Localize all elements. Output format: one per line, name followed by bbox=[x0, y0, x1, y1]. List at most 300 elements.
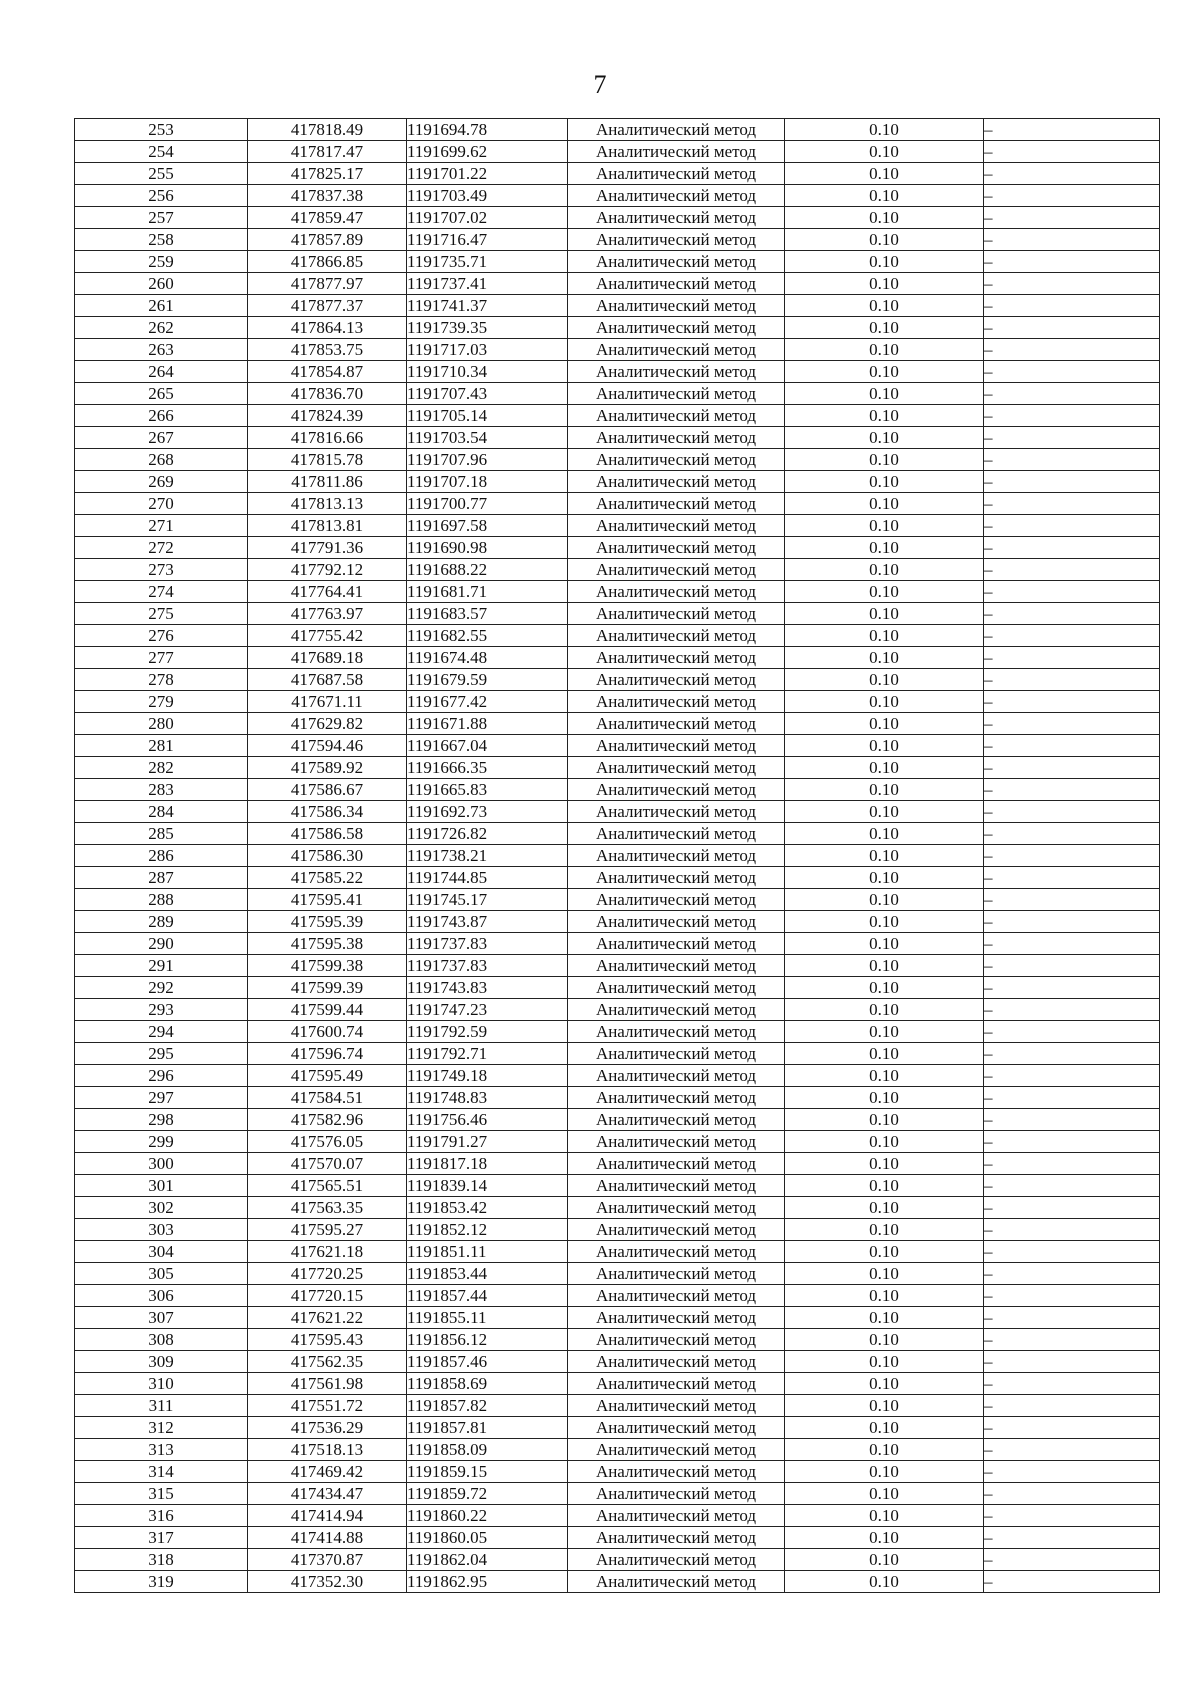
point-number-cell: 319 bbox=[75, 1571, 248, 1593]
point-number-cell: 292 bbox=[75, 977, 248, 999]
table-row bbox=[75, 823, 1160, 845]
point-number-cell: 255 bbox=[75, 163, 248, 185]
x-coordinate-cell: 417813.13 bbox=[248, 493, 407, 515]
point-number-cell: 298 bbox=[75, 1109, 248, 1131]
method-cell: Аналитический метод bbox=[568, 251, 785, 273]
table-row bbox=[75, 1527, 1160, 1549]
precision-cell: 0.10 bbox=[785, 559, 984, 581]
precision-cell: 0.10 bbox=[785, 163, 984, 185]
x-coordinate-cell: 417825.17 bbox=[248, 163, 407, 185]
x-coordinate-cell: 417584.51 bbox=[248, 1087, 407, 1109]
table-row bbox=[75, 251, 1160, 273]
precision-cell: 0.10 bbox=[785, 427, 984, 449]
precision-cell: 0.10 bbox=[785, 757, 984, 779]
method-cell: Аналитический метод bbox=[568, 515, 785, 537]
table-row bbox=[75, 581, 1160, 603]
point-number-cell: 316 bbox=[75, 1505, 248, 1527]
x-coordinate-cell: 417586.34 bbox=[248, 801, 407, 823]
precision-cell: 0.10 bbox=[785, 1109, 984, 1131]
point-number-cell: 269 bbox=[75, 471, 248, 493]
y-coordinate-cell: 1191674.48 bbox=[407, 647, 568, 669]
point-number-cell: 253 bbox=[75, 119, 248, 141]
table-row bbox=[75, 537, 1160, 559]
x-coordinate-cell: 417595.43 bbox=[248, 1329, 407, 1351]
table-row bbox=[75, 1549, 1160, 1571]
precision-cell: 0.10 bbox=[785, 1087, 984, 1109]
precision-cell: 0.10 bbox=[785, 361, 984, 383]
y-coordinate-cell: 1191857.46 bbox=[407, 1351, 568, 1373]
table-row bbox=[75, 229, 1160, 251]
point-number-cell: 262 bbox=[75, 317, 248, 339]
method-cell: Аналитический метод bbox=[568, 1549, 785, 1571]
precision-cell: 0.10 bbox=[785, 273, 984, 295]
precision-cell: 0.10 bbox=[785, 1439, 984, 1461]
precision-cell: 0.10 bbox=[785, 1417, 984, 1439]
description-cell: – bbox=[984, 1483, 1160, 1505]
y-coordinate-cell: 1191667.04 bbox=[407, 735, 568, 757]
x-coordinate-cell: 417859.47 bbox=[248, 207, 407, 229]
method-cell: Аналитический метод bbox=[568, 603, 785, 625]
precision-cell: 0.10 bbox=[785, 251, 984, 273]
table-row bbox=[75, 383, 1160, 405]
method-cell: Аналитический метод bbox=[568, 867, 785, 889]
x-coordinate-cell: 417817.47 bbox=[248, 141, 407, 163]
method-cell: Аналитический метод bbox=[568, 141, 785, 163]
description-cell: – bbox=[984, 757, 1160, 779]
x-coordinate-cell: 417877.37 bbox=[248, 295, 407, 317]
description-cell: – bbox=[984, 1065, 1160, 1087]
point-number-cell: 294 bbox=[75, 1021, 248, 1043]
y-coordinate-cell: 1191700.77 bbox=[407, 493, 568, 515]
precision-cell: 0.10 bbox=[785, 977, 984, 999]
description-cell: – bbox=[984, 1307, 1160, 1329]
table-row bbox=[75, 1153, 1160, 1175]
point-number-cell: 258 bbox=[75, 229, 248, 251]
y-coordinate-cell: 1191858.69 bbox=[407, 1373, 568, 1395]
table-row bbox=[75, 1087, 1160, 1109]
point-number-cell: 302 bbox=[75, 1197, 248, 1219]
point-number-cell: 309 bbox=[75, 1351, 248, 1373]
point-number-cell: 265 bbox=[75, 383, 248, 405]
method-cell: Аналитический метод bbox=[568, 1439, 785, 1461]
precision-cell: 0.10 bbox=[785, 185, 984, 207]
table-row bbox=[75, 1131, 1160, 1153]
y-coordinate-cell: 1191705.14 bbox=[407, 405, 568, 427]
y-coordinate-cell: 1191707.96 bbox=[407, 449, 568, 471]
description-cell: – bbox=[984, 1021, 1160, 1043]
precision-cell: 0.10 bbox=[785, 1351, 984, 1373]
table-row bbox=[75, 361, 1160, 383]
point-number-cell: 296 bbox=[75, 1065, 248, 1087]
method-cell: Аналитический метод bbox=[568, 801, 785, 823]
description-cell: – bbox=[984, 1439, 1160, 1461]
point-number-cell: 283 bbox=[75, 779, 248, 801]
method-cell: Аналитический метод bbox=[568, 1461, 785, 1483]
y-coordinate-cell: 1191858.09 bbox=[407, 1439, 568, 1461]
x-coordinate-cell: 417562.35 bbox=[248, 1351, 407, 1373]
table-row bbox=[75, 1263, 1160, 1285]
x-coordinate-cell: 417755.42 bbox=[248, 625, 407, 647]
point-number-cell: 301 bbox=[75, 1175, 248, 1197]
precision-cell: 0.10 bbox=[785, 625, 984, 647]
method-cell: Аналитический метод bbox=[568, 1373, 785, 1395]
description-cell: – bbox=[984, 229, 1160, 251]
y-coordinate-cell: 1191862.04 bbox=[407, 1549, 568, 1571]
x-coordinate-cell: 417621.18 bbox=[248, 1241, 407, 1263]
precision-cell: 0.10 bbox=[785, 581, 984, 603]
method-cell: Аналитический метод bbox=[568, 625, 785, 647]
precision-cell: 0.10 bbox=[785, 867, 984, 889]
table-row bbox=[75, 1439, 1160, 1461]
method-cell: Аналитический метод bbox=[568, 823, 785, 845]
y-coordinate-cell: 1191699.62 bbox=[407, 141, 568, 163]
point-number-cell: 293 bbox=[75, 999, 248, 1021]
x-coordinate-cell: 417414.94 bbox=[248, 1505, 407, 1527]
description-cell: – bbox=[984, 713, 1160, 735]
description-cell: – bbox=[984, 559, 1160, 581]
point-number-cell: 275 bbox=[75, 603, 248, 625]
y-coordinate-cell: 1191710.34 bbox=[407, 361, 568, 383]
point-number-cell: 291 bbox=[75, 955, 248, 977]
x-coordinate-cell: 417764.41 bbox=[248, 581, 407, 603]
description-cell: – bbox=[984, 1571, 1160, 1593]
description-cell: – bbox=[984, 581, 1160, 603]
y-coordinate-cell: 1191857.44 bbox=[407, 1285, 568, 1307]
x-coordinate-cell: 417791.36 bbox=[248, 537, 407, 559]
table-row bbox=[75, 1197, 1160, 1219]
x-coordinate-cell: 417551.72 bbox=[248, 1395, 407, 1417]
x-coordinate-cell: 417621.22 bbox=[248, 1307, 407, 1329]
method-cell: Аналитический метод bbox=[568, 317, 785, 339]
method-cell: Аналитический метод bbox=[568, 471, 785, 493]
description-cell: – bbox=[984, 251, 1160, 273]
description-cell: – bbox=[984, 119, 1160, 141]
method-cell: Аналитический метод bbox=[568, 229, 785, 251]
description-cell: – bbox=[984, 185, 1160, 207]
precision-cell: 0.10 bbox=[785, 295, 984, 317]
y-coordinate-cell: 1191857.81 bbox=[407, 1417, 568, 1439]
x-coordinate-cell: 417595.27 bbox=[248, 1219, 407, 1241]
precision-cell: 0.10 bbox=[785, 1329, 984, 1351]
description-cell: – bbox=[984, 273, 1160, 295]
description-cell: – bbox=[984, 1285, 1160, 1307]
x-coordinate-cell: 417689.18 bbox=[248, 647, 407, 669]
method-cell: Аналитический метод bbox=[568, 1197, 785, 1219]
description-cell: – bbox=[984, 1549, 1160, 1571]
y-coordinate-cell: 1191726.82 bbox=[407, 823, 568, 845]
method-cell: Аналитический метод bbox=[568, 295, 785, 317]
precision-cell: 0.10 bbox=[785, 1241, 984, 1263]
point-number-cell: 273 bbox=[75, 559, 248, 581]
table-row bbox=[75, 1241, 1160, 1263]
y-coordinate-cell: 1191741.37 bbox=[407, 295, 568, 317]
description-cell: – bbox=[984, 1329, 1160, 1351]
table-row bbox=[75, 625, 1160, 647]
table-row bbox=[75, 1351, 1160, 1373]
table-row bbox=[75, 1307, 1160, 1329]
y-coordinate-cell: 1191856.12 bbox=[407, 1329, 568, 1351]
y-coordinate-cell: 1191860.05 bbox=[407, 1527, 568, 1549]
y-coordinate-cell: 1191737.83 bbox=[407, 933, 568, 955]
method-cell: Аналитический метод bbox=[568, 1043, 785, 1065]
method-cell: Аналитический метод bbox=[568, 757, 785, 779]
precision-cell: 0.10 bbox=[785, 999, 984, 1021]
table-row bbox=[75, 471, 1160, 493]
precision-cell: 0.10 bbox=[785, 1175, 984, 1197]
x-coordinate-cell: 417600.74 bbox=[248, 1021, 407, 1043]
y-coordinate-cell: 1191792.59 bbox=[407, 1021, 568, 1043]
precision-cell: 0.10 bbox=[785, 383, 984, 405]
precision-cell: 0.10 bbox=[785, 1021, 984, 1043]
x-coordinate-cell: 417595.41 bbox=[248, 889, 407, 911]
x-coordinate-cell: 417811.86 bbox=[248, 471, 407, 493]
point-number-cell: 278 bbox=[75, 669, 248, 691]
precision-cell: 0.10 bbox=[785, 647, 984, 669]
precision-cell: 0.10 bbox=[785, 1505, 984, 1527]
method-cell: Аналитический метод bbox=[568, 1527, 785, 1549]
description-cell: – bbox=[984, 515, 1160, 537]
table-row bbox=[75, 1483, 1160, 1505]
method-cell: Аналитический метод bbox=[568, 1307, 785, 1329]
description-cell: – bbox=[984, 1461, 1160, 1483]
precision-cell: 0.10 bbox=[785, 317, 984, 339]
y-coordinate-cell: 1191701.22 bbox=[407, 163, 568, 185]
y-coordinate-cell: 1191747.23 bbox=[407, 999, 568, 1021]
table-row bbox=[75, 1219, 1160, 1241]
description-cell: – bbox=[984, 801, 1160, 823]
table-row bbox=[75, 339, 1160, 361]
method-cell: Аналитический метод bbox=[568, 405, 785, 427]
precision-cell: 0.10 bbox=[785, 955, 984, 977]
table-row bbox=[75, 1417, 1160, 1439]
point-number-cell: 254 bbox=[75, 141, 248, 163]
description-cell: – bbox=[984, 977, 1160, 999]
point-number-cell: 310 bbox=[75, 1373, 248, 1395]
point-number-cell: 284 bbox=[75, 801, 248, 823]
point-number-cell: 263 bbox=[75, 339, 248, 361]
x-coordinate-cell: 417629.82 bbox=[248, 713, 407, 735]
method-cell: Аналитический метод bbox=[568, 493, 785, 515]
table-row bbox=[75, 493, 1160, 515]
method-cell: Аналитический метод bbox=[568, 1329, 785, 1351]
precision-cell: 0.10 bbox=[785, 405, 984, 427]
x-coordinate-cell: 417671.11 bbox=[248, 691, 407, 713]
method-cell: Аналитический метод bbox=[568, 1175, 785, 1197]
table-row bbox=[75, 515, 1160, 537]
point-number-cell: 270 bbox=[75, 493, 248, 515]
table-row bbox=[75, 757, 1160, 779]
point-number-cell: 259 bbox=[75, 251, 248, 273]
precision-cell: 0.10 bbox=[785, 1461, 984, 1483]
description-cell: – bbox=[984, 449, 1160, 471]
table-row bbox=[75, 1395, 1160, 1417]
table-row bbox=[75, 559, 1160, 581]
table-row bbox=[75, 1329, 1160, 1351]
y-coordinate-cell: 1191743.83 bbox=[407, 977, 568, 999]
description-cell: – bbox=[984, 207, 1160, 229]
method-cell: Аналитический метод bbox=[568, 735, 785, 757]
y-coordinate-cell: 1191665.83 bbox=[407, 779, 568, 801]
table-row bbox=[75, 735, 1160, 757]
x-coordinate-cell: 417687.58 bbox=[248, 669, 407, 691]
point-number-cell: 299 bbox=[75, 1131, 248, 1153]
x-coordinate-cell: 417536.29 bbox=[248, 1417, 407, 1439]
x-coordinate-cell: 417434.47 bbox=[248, 1483, 407, 1505]
precision-cell: 0.10 bbox=[785, 1307, 984, 1329]
precision-cell: 0.10 bbox=[785, 229, 984, 251]
x-coordinate-cell: 417792.12 bbox=[248, 559, 407, 581]
y-coordinate-cell: 1191690.98 bbox=[407, 537, 568, 559]
table-row bbox=[75, 955, 1160, 977]
y-coordinate-cell: 1191692.73 bbox=[407, 801, 568, 823]
description-cell: – bbox=[984, 1109, 1160, 1131]
y-coordinate-cell: 1191859.72 bbox=[407, 1483, 568, 1505]
x-coordinate-cell: 417854.87 bbox=[248, 361, 407, 383]
method-cell: Аналитический метод bbox=[568, 427, 785, 449]
method-cell: Аналитический метод bbox=[568, 1285, 785, 1307]
x-coordinate-cell: 417585.22 bbox=[248, 867, 407, 889]
table-row bbox=[75, 1021, 1160, 1043]
precision-cell: 0.10 bbox=[785, 823, 984, 845]
y-coordinate-cell: 1191703.49 bbox=[407, 185, 568, 207]
x-coordinate-cell: 417586.58 bbox=[248, 823, 407, 845]
description-cell: – bbox=[984, 317, 1160, 339]
method-cell: Аналитический метод bbox=[568, 449, 785, 471]
point-number-cell: 289 bbox=[75, 911, 248, 933]
method-cell: Аналитический метод bbox=[568, 911, 785, 933]
table-row bbox=[75, 405, 1160, 427]
precision-cell: 0.10 bbox=[785, 669, 984, 691]
point-number-cell: 304 bbox=[75, 1241, 248, 1263]
description-cell: – bbox=[984, 669, 1160, 691]
y-coordinate-cell: 1191855.11 bbox=[407, 1307, 568, 1329]
y-coordinate-cell: 1191666.35 bbox=[407, 757, 568, 779]
x-coordinate-cell: 417866.85 bbox=[248, 251, 407, 273]
table-row bbox=[75, 1109, 1160, 1131]
precision-cell: 0.10 bbox=[785, 449, 984, 471]
precision-cell: 0.10 bbox=[785, 1197, 984, 1219]
precision-cell: 0.10 bbox=[785, 603, 984, 625]
y-coordinate-cell: 1191851.11 bbox=[407, 1241, 568, 1263]
x-coordinate-cell: 417561.98 bbox=[248, 1373, 407, 1395]
y-coordinate-cell: 1191737.83 bbox=[407, 955, 568, 977]
table-row bbox=[75, 669, 1160, 691]
y-coordinate-cell: 1191748.83 bbox=[407, 1087, 568, 1109]
point-number-cell: 297 bbox=[75, 1087, 248, 1109]
method-cell: Аналитический метод bbox=[568, 691, 785, 713]
y-coordinate-cell: 1191853.44 bbox=[407, 1263, 568, 1285]
y-coordinate-cell: 1191749.18 bbox=[407, 1065, 568, 1087]
method-cell: Аналитический метод bbox=[568, 1087, 785, 1109]
point-number-cell: 306 bbox=[75, 1285, 248, 1307]
description-cell: – bbox=[984, 1505, 1160, 1527]
point-number-cell: 264 bbox=[75, 361, 248, 383]
description-cell: – bbox=[984, 493, 1160, 515]
precision-cell: 0.10 bbox=[785, 1219, 984, 1241]
description-cell: – bbox=[984, 1219, 1160, 1241]
description-cell: – bbox=[984, 295, 1160, 317]
description-cell: – bbox=[984, 405, 1160, 427]
description-cell: – bbox=[984, 1373, 1160, 1395]
method-cell: Аналитический метод bbox=[568, 163, 785, 185]
y-coordinate-cell: 1191743.87 bbox=[407, 911, 568, 933]
point-number-cell: 312 bbox=[75, 1417, 248, 1439]
y-coordinate-cell: 1191859.15 bbox=[407, 1461, 568, 1483]
description-cell: – bbox=[984, 933, 1160, 955]
table-row bbox=[75, 1461, 1160, 1483]
point-number-cell: 274 bbox=[75, 581, 248, 603]
description-cell: – bbox=[984, 779, 1160, 801]
precision-cell: 0.10 bbox=[785, 141, 984, 163]
description-cell: – bbox=[984, 471, 1160, 493]
x-coordinate-cell: 417595.49 bbox=[248, 1065, 407, 1087]
point-number-cell: 272 bbox=[75, 537, 248, 559]
precision-cell: 0.10 bbox=[785, 713, 984, 735]
x-coordinate-cell: 417818.49 bbox=[248, 119, 407, 141]
description-cell: – bbox=[984, 1087, 1160, 1109]
description-cell: – bbox=[984, 735, 1160, 757]
description-cell: – bbox=[984, 603, 1160, 625]
y-coordinate-cell: 1191679.59 bbox=[407, 669, 568, 691]
precision-cell: 0.10 bbox=[785, 207, 984, 229]
description-cell: – bbox=[984, 1241, 1160, 1263]
y-coordinate-cell: 1191745.17 bbox=[407, 889, 568, 911]
y-coordinate-cell: 1191681.71 bbox=[407, 581, 568, 603]
y-coordinate-cell: 1191817.18 bbox=[407, 1153, 568, 1175]
table-row bbox=[75, 933, 1160, 955]
description-cell: – bbox=[984, 1043, 1160, 1065]
x-coordinate-cell: 417836.70 bbox=[248, 383, 407, 405]
point-number-cell: 257 bbox=[75, 207, 248, 229]
table-row bbox=[75, 713, 1160, 735]
x-coordinate-cell: 417599.38 bbox=[248, 955, 407, 977]
method-cell: Аналитический метод bbox=[568, 1571, 785, 1593]
table-row bbox=[75, 1043, 1160, 1065]
table-row bbox=[75, 845, 1160, 867]
y-coordinate-cell: 1191703.54 bbox=[407, 427, 568, 449]
description-cell: – bbox=[984, 889, 1160, 911]
table-row bbox=[75, 1571, 1160, 1593]
point-number-cell: 286 bbox=[75, 845, 248, 867]
description-cell: – bbox=[984, 1527, 1160, 1549]
method-cell: Аналитический метод bbox=[568, 1131, 785, 1153]
point-number-cell: 280 bbox=[75, 713, 248, 735]
method-cell: Аналитический метод bbox=[568, 207, 785, 229]
table-row bbox=[75, 119, 1160, 141]
page-number: 7 bbox=[593, 70, 607, 99]
precision-cell: 0.10 bbox=[785, 515, 984, 537]
point-number-cell: 315 bbox=[75, 1483, 248, 1505]
point-number-cell: 271 bbox=[75, 515, 248, 537]
table-row bbox=[75, 779, 1160, 801]
table-row bbox=[75, 647, 1160, 669]
method-cell: Аналитический метод bbox=[568, 1263, 785, 1285]
precision-cell: 0.10 bbox=[785, 339, 984, 361]
table-row bbox=[75, 691, 1160, 713]
precision-cell: 0.10 bbox=[785, 1395, 984, 1417]
table-row bbox=[75, 889, 1160, 911]
method-cell: Аналитический метод bbox=[568, 669, 785, 691]
table-row bbox=[75, 207, 1160, 229]
y-coordinate-cell: 1191853.42 bbox=[407, 1197, 568, 1219]
y-coordinate-cell: 1191738.21 bbox=[407, 845, 568, 867]
table-row bbox=[75, 867, 1160, 889]
description-cell: – bbox=[984, 999, 1160, 1021]
description-cell: – bbox=[984, 955, 1160, 977]
precision-cell: 0.10 bbox=[785, 1043, 984, 1065]
table-row bbox=[75, 1505, 1160, 1527]
table-row bbox=[75, 1285, 1160, 1307]
